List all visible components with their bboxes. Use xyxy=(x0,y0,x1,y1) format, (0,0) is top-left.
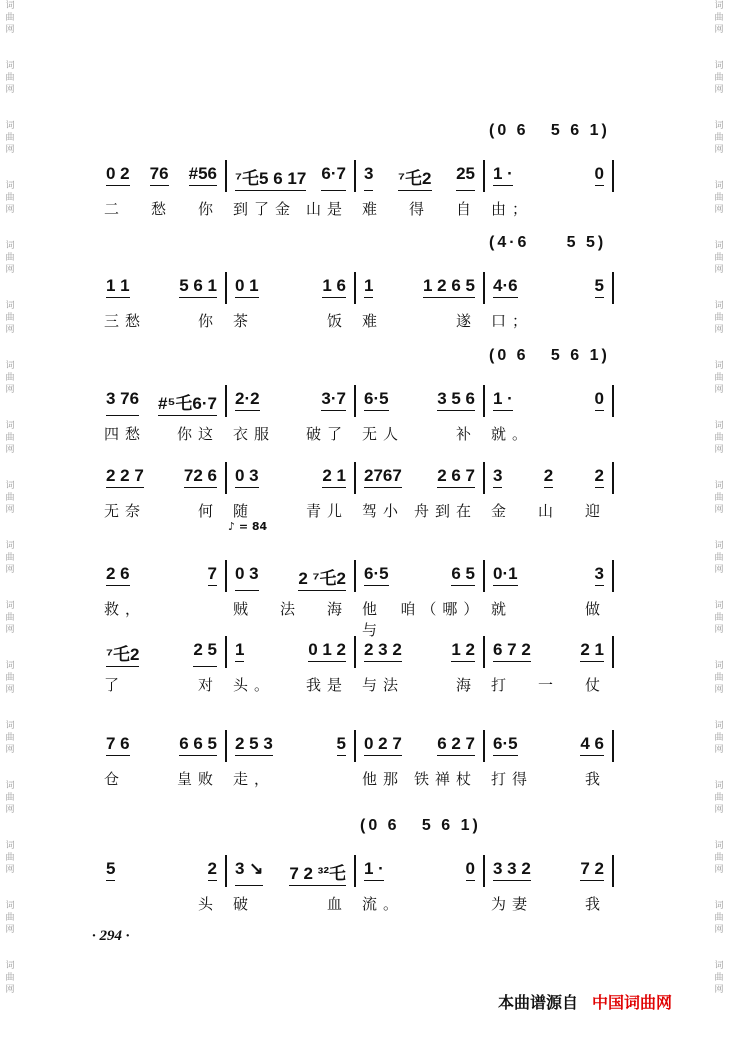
lyric-syllable: 打 xyxy=(491,676,513,694)
lyric-row xyxy=(233,674,348,695)
watermark-text: 词曲网 xyxy=(714,601,724,635)
staff-system xyxy=(98,462,614,532)
note-row xyxy=(106,462,217,488)
note-group: 3 3 2 xyxy=(493,859,531,881)
lyric-syllable: 二 xyxy=(104,200,126,218)
lyric-row xyxy=(233,893,348,914)
watermark-text: 词曲网 xyxy=(5,241,15,275)
note-row xyxy=(106,272,217,298)
watermark-text: 词曲网 xyxy=(5,601,15,635)
note-group: 5 6 1 xyxy=(179,276,217,298)
lyric-row xyxy=(233,500,348,521)
note-group: 6·5 xyxy=(493,734,518,756)
note-row xyxy=(364,272,475,298)
note-group: 5 xyxy=(337,734,346,756)
watermark-text: 词曲网 xyxy=(5,901,15,935)
measures-row xyxy=(98,385,614,455)
lyric-syllable: 法 xyxy=(279,600,301,618)
watermark-text: 词曲网 xyxy=(5,721,15,755)
measure xyxy=(227,385,356,443)
lyric-syllable: 你 xyxy=(197,312,219,330)
note-group: 5 xyxy=(106,859,115,881)
lyric-syllable: 到了金 xyxy=(233,200,297,218)
lyric-syllable: 血 xyxy=(326,895,348,913)
note-group: 0 2 7 xyxy=(364,734,402,756)
measure xyxy=(98,560,227,618)
note-group: 0 xyxy=(466,859,475,881)
measures-row xyxy=(98,462,614,532)
lyric-syllable: 就 xyxy=(491,600,513,618)
staff-system xyxy=(98,122,614,230)
page-number: · 294 · xyxy=(92,928,130,944)
measures-row xyxy=(98,636,614,706)
lyric-row xyxy=(362,423,477,444)
note-group: 0 1 xyxy=(235,276,259,298)
watermark-text: 词曲网 xyxy=(5,961,15,995)
note-group: 7 2 ³²乇 xyxy=(289,859,346,886)
watermark-text: 词曲网 xyxy=(714,541,724,575)
note-group: 1 · xyxy=(364,859,384,881)
watermark-text: 词曲网 xyxy=(5,121,15,155)
lyric-syllable: 海 xyxy=(326,600,348,618)
lyric-syllable: 就。 xyxy=(491,425,534,443)
watermark-text: 词曲网 xyxy=(714,781,724,815)
measures-row xyxy=(98,855,614,925)
measure xyxy=(485,462,614,520)
lyric-row xyxy=(362,198,477,219)
lyric-syllable: 何 xyxy=(197,502,219,520)
measure xyxy=(356,560,485,639)
note-row xyxy=(235,160,346,191)
watermark-text: 词曲网 xyxy=(714,421,724,455)
note-group: 76 xyxy=(150,164,169,186)
lyric-row xyxy=(233,423,348,444)
measure xyxy=(227,855,356,913)
note-group: 0 1 2 xyxy=(308,640,346,662)
footer-credit xyxy=(498,990,672,1013)
measure xyxy=(98,730,227,788)
note-group: 2·2 xyxy=(235,389,260,411)
lyric-row xyxy=(491,768,606,789)
lyric-syllable: 由； xyxy=(491,200,534,218)
note-group: 0 3 xyxy=(235,564,259,591)
note-row xyxy=(235,272,346,298)
watermark-text: 词曲网 xyxy=(714,481,724,515)
measure xyxy=(485,160,614,218)
tempo-marking: ♪ = 84 xyxy=(228,520,268,533)
note-row xyxy=(235,385,346,411)
note-group: 25 xyxy=(456,164,475,191)
note-group: 2 5 3 xyxy=(235,734,273,756)
measure xyxy=(356,730,485,788)
lyric-syllable: 与法 xyxy=(362,676,405,694)
note-row xyxy=(493,730,604,756)
measure xyxy=(98,160,227,218)
note-group: 3 xyxy=(493,466,502,488)
note-group: ⁷乇2 xyxy=(398,164,431,191)
note-group: 1 xyxy=(235,640,244,662)
watermark-text: 词曲网 xyxy=(5,61,15,95)
instrumental-prelude: (0 6 5 6 1) xyxy=(489,347,610,364)
measure xyxy=(227,272,356,330)
lyric-syllable: 随 xyxy=(233,502,255,520)
lyric-syllable: 三愁 xyxy=(104,312,147,330)
lyric-syllable: 山 xyxy=(537,502,559,520)
footer-source-label: 本曲谱源自 xyxy=(498,993,579,1012)
measure xyxy=(98,636,227,694)
watermark-text: 词曲网 xyxy=(714,841,724,875)
note-group: 3·7 xyxy=(321,389,346,411)
measure xyxy=(227,636,356,694)
note-group: 3 5 6 xyxy=(437,389,475,411)
lyric-row xyxy=(104,768,219,789)
lyric-syllable: 破 xyxy=(233,895,255,913)
measure xyxy=(356,160,485,218)
measure xyxy=(485,636,614,694)
lyric-row xyxy=(233,198,348,219)
note-group: 0 3 xyxy=(235,466,259,488)
measure xyxy=(356,636,485,694)
note-row xyxy=(364,462,475,488)
staff-system xyxy=(98,636,614,706)
note-row xyxy=(106,385,217,416)
watermark-text: 词曲网 xyxy=(714,361,724,395)
note-row xyxy=(493,272,604,298)
watermark-text: 词曲网 xyxy=(714,181,724,215)
lyric-syllable: 遂 xyxy=(455,312,477,330)
lyric-syllable: 无人 xyxy=(362,425,405,443)
note-group: ⁷乇2 xyxy=(106,640,139,667)
lyric-syllable: 了 xyxy=(104,676,126,694)
note-group: 2 xyxy=(595,466,604,488)
note-group: 3 xyxy=(595,564,604,586)
lyric-syllable: 一 xyxy=(537,676,559,694)
note-group: 6·5 xyxy=(364,389,389,411)
staff-system xyxy=(98,520,614,639)
watermark-text: 词曲网 xyxy=(5,541,15,575)
note-group: 2 6 7 xyxy=(437,466,475,488)
staff-system xyxy=(98,234,614,342)
lyric-syllable: 铁禅杖 xyxy=(413,770,477,788)
note-group: 4 6 xyxy=(580,734,604,756)
note-group: 4·6 xyxy=(493,276,518,298)
watermark-text: 词曲网 xyxy=(714,61,724,95)
lyric-syllable: 你这 xyxy=(176,425,219,443)
measure xyxy=(227,160,356,218)
lyric-syllable: 四愁 xyxy=(104,425,147,443)
note-group: 0 xyxy=(595,164,604,186)
lyric-syllable: 难 xyxy=(362,200,384,218)
lyric-row xyxy=(491,310,606,331)
measure xyxy=(227,462,356,520)
note-group: 6 6 5 xyxy=(179,734,217,756)
note-group: #⁵乇6·7 xyxy=(158,389,217,416)
lyric-row xyxy=(362,500,477,521)
measure xyxy=(485,730,614,788)
watermark-text: 词曲网 xyxy=(5,481,15,515)
lyric-syllable: 你 xyxy=(197,200,219,218)
lyric-syllable: 我 xyxy=(584,770,606,788)
measure xyxy=(356,462,485,520)
lyric-row xyxy=(104,423,219,444)
note-row xyxy=(235,636,346,662)
lyric-row xyxy=(491,598,606,619)
lyric-syllable: 饭 xyxy=(326,312,348,330)
note-group: 1 6 xyxy=(322,276,346,298)
lyric-row xyxy=(104,310,219,331)
lyric-row xyxy=(491,423,606,444)
note-group: 2 1 xyxy=(580,640,604,662)
note-group: 2767 xyxy=(364,466,402,488)
note-group: 72 6 xyxy=(184,466,217,488)
note-row xyxy=(106,160,217,186)
note-group: 6·5 xyxy=(364,564,389,586)
lyric-syllable: 救， xyxy=(104,600,147,618)
note-group: 3 ↘ xyxy=(235,859,263,886)
instrumental-prelude: (0 6 5 6 1) xyxy=(360,817,481,834)
lyric-row xyxy=(104,500,219,521)
note-group: 6·7 xyxy=(321,164,346,191)
staff-system xyxy=(98,817,614,925)
measure xyxy=(98,385,227,443)
lyric-row xyxy=(491,674,606,695)
lyric-syllable: 做 xyxy=(584,600,606,618)
lyric-syllable: 口； xyxy=(491,312,534,330)
lyric-syllable: 仗 xyxy=(584,676,606,694)
note-group: ⁷乇5 6 17 xyxy=(235,164,306,191)
lyric-syllable: 衣服 xyxy=(233,425,276,443)
lyric-syllable: 咱（哪） xyxy=(400,600,485,618)
lyric-syllable: 迎 xyxy=(584,502,606,520)
lyric-row xyxy=(233,598,348,619)
lyric-syllable: 茶 xyxy=(233,312,255,330)
note-group: 1 2 xyxy=(451,640,475,662)
note-row xyxy=(364,636,475,662)
note-row xyxy=(364,730,475,756)
note-row xyxy=(106,730,217,756)
lyric-row xyxy=(233,768,348,789)
measure xyxy=(356,855,485,913)
watermark-text: 词曲网 xyxy=(714,241,724,275)
instrumental-prelude: (0 6 5 6 1) xyxy=(489,122,610,139)
note-group: 6 7 2 xyxy=(493,640,531,662)
lyric-syllable: 他那 xyxy=(362,770,405,788)
lyric-syllable: 驾小 xyxy=(362,502,405,520)
measure xyxy=(485,560,614,618)
lyric-syllable: 青儿 xyxy=(305,502,348,520)
lyric-row xyxy=(104,598,219,619)
measure xyxy=(227,560,356,618)
lyric-row xyxy=(491,500,606,521)
lyric-syllable: 海 xyxy=(455,676,477,694)
lyric-syllable: 金 xyxy=(491,502,513,520)
note-row xyxy=(493,462,604,488)
measure xyxy=(98,855,227,913)
note-group: 5 xyxy=(595,276,604,298)
note-row xyxy=(106,636,217,667)
note-row xyxy=(235,730,346,756)
note-row xyxy=(493,160,604,186)
watermark-text: 词曲网 xyxy=(5,1,15,35)
measures-row xyxy=(98,560,614,639)
note-group: 2 xyxy=(208,859,217,881)
lyric-syllable: 难 xyxy=(362,312,384,330)
measure xyxy=(227,730,356,788)
note-row xyxy=(106,855,217,881)
lyric-syllable: 自 xyxy=(455,200,477,218)
lyric-syllable: 流。 xyxy=(362,895,405,913)
watermark-text: 词曲网 xyxy=(5,181,15,215)
measure xyxy=(356,385,485,443)
note-group: 6 2 7 xyxy=(437,734,475,756)
note-row xyxy=(493,855,604,881)
note-row xyxy=(493,560,604,586)
note-group: 1 1 xyxy=(106,276,130,298)
lyric-syllable: 打得 xyxy=(491,770,534,788)
note-group: 7 2 xyxy=(580,859,604,881)
note-row xyxy=(106,560,217,586)
lyric-syllable: 山是 xyxy=(305,200,348,218)
lyric-syllable: 对 xyxy=(197,676,219,694)
watermark-text: 词曲网 xyxy=(5,361,15,395)
lyric-row xyxy=(233,310,348,331)
lyric-syllable: 得 xyxy=(408,200,430,218)
watermark-text: 词曲网 xyxy=(714,721,724,755)
staff-system xyxy=(98,730,614,800)
note-group: 1 2 6 5 xyxy=(423,276,475,298)
note-group: 0 2 xyxy=(106,164,130,186)
lyric-syllable: 愁 xyxy=(150,200,172,218)
measures-row xyxy=(98,272,614,342)
note-group: #56 xyxy=(189,164,217,186)
watermark-text: 词曲网 xyxy=(714,901,724,935)
lyric-syllable: 无奈 xyxy=(104,502,147,520)
lyric-syllable: 补 xyxy=(455,425,477,443)
watermark-left xyxy=(3,0,17,1020)
lyric-syllable: 走， xyxy=(233,770,276,788)
watermark-text: 词曲网 xyxy=(714,661,724,695)
note-group: 1 xyxy=(364,276,373,298)
lyric-row xyxy=(104,893,219,914)
watermark-text: 词曲网 xyxy=(5,661,15,695)
note-group: 2 3 2 xyxy=(364,640,402,662)
lyric-syllable: 仓 xyxy=(104,770,126,788)
watermark-text: 词曲网 xyxy=(714,301,724,335)
note-group: 2 1 xyxy=(322,466,346,488)
note-group: 0 xyxy=(595,389,604,411)
measure xyxy=(98,272,227,330)
lyric-syllable: 头。 xyxy=(233,676,276,694)
lyric-syllable: 皇败 xyxy=(176,770,219,788)
note-group: 1 · xyxy=(493,164,513,186)
watermark-text: 词曲网 xyxy=(714,121,724,155)
watermark-text: 词曲网 xyxy=(714,1,724,35)
lyric-syllable: 头 xyxy=(197,895,219,913)
note-group: 2 5 xyxy=(193,640,217,667)
lyric-row xyxy=(362,598,485,640)
note-group: 2 xyxy=(544,466,553,488)
note-row xyxy=(493,636,604,662)
instrumental-prelude: (4·6 5 5) xyxy=(489,234,607,251)
lyric-row xyxy=(362,768,477,789)
lyric-row xyxy=(104,198,219,219)
lyric-row xyxy=(104,674,219,695)
measures-row xyxy=(98,730,614,800)
lyric-syllable: 贼 xyxy=(233,600,255,618)
lyric-row xyxy=(491,893,606,914)
note-row xyxy=(364,385,475,411)
note-group: 7 xyxy=(208,564,217,586)
note-group: 7 6 xyxy=(106,734,130,756)
lyric-syllable: 破了 xyxy=(305,425,348,443)
lyric-syllable: 为妻 xyxy=(491,895,534,913)
watermark-text: 词曲网 xyxy=(714,961,724,995)
measure xyxy=(98,462,227,520)
lyric-syllable: 他与 xyxy=(362,600,384,639)
lyric-syllable: 我是 xyxy=(305,676,348,694)
note-row xyxy=(364,855,475,881)
note-group: 1 · xyxy=(493,389,513,411)
watermark-text: 词曲网 xyxy=(5,421,15,455)
note-row xyxy=(364,160,475,191)
watermark-text: 词曲网 xyxy=(5,781,15,815)
note-group: 2 ⁷乇2 xyxy=(298,564,346,591)
note-row xyxy=(235,560,346,591)
lyric-row xyxy=(362,893,477,914)
note-group: 0·1 xyxy=(493,564,518,586)
watermark-right xyxy=(712,0,726,1020)
measure xyxy=(485,385,614,443)
note-row xyxy=(235,855,346,886)
note-group: 6 5 xyxy=(451,564,475,586)
note-group: 2 6 xyxy=(106,564,130,586)
note-row xyxy=(493,385,604,411)
watermark-text: 词曲网 xyxy=(5,301,15,335)
note-group: 3 xyxy=(364,164,373,191)
note-group: 3 76 xyxy=(106,389,139,416)
staff-system xyxy=(98,347,614,455)
lyric-row xyxy=(491,198,606,219)
watermark-text: 词曲网 xyxy=(5,841,15,875)
note-row xyxy=(364,560,475,586)
measure xyxy=(485,272,614,330)
measures-row xyxy=(98,160,614,230)
note-row xyxy=(235,462,346,488)
footer-site-link[interactable]: 中国词曲网 xyxy=(592,993,673,1012)
measure xyxy=(356,272,485,330)
lyric-syllable: 我 xyxy=(584,895,606,913)
lyric-row xyxy=(362,674,477,695)
note-group: 2 2 7 xyxy=(106,466,144,488)
lyric-syllable: 舟到在 xyxy=(413,502,477,520)
measure xyxy=(485,855,614,913)
lyric-row xyxy=(362,310,477,331)
